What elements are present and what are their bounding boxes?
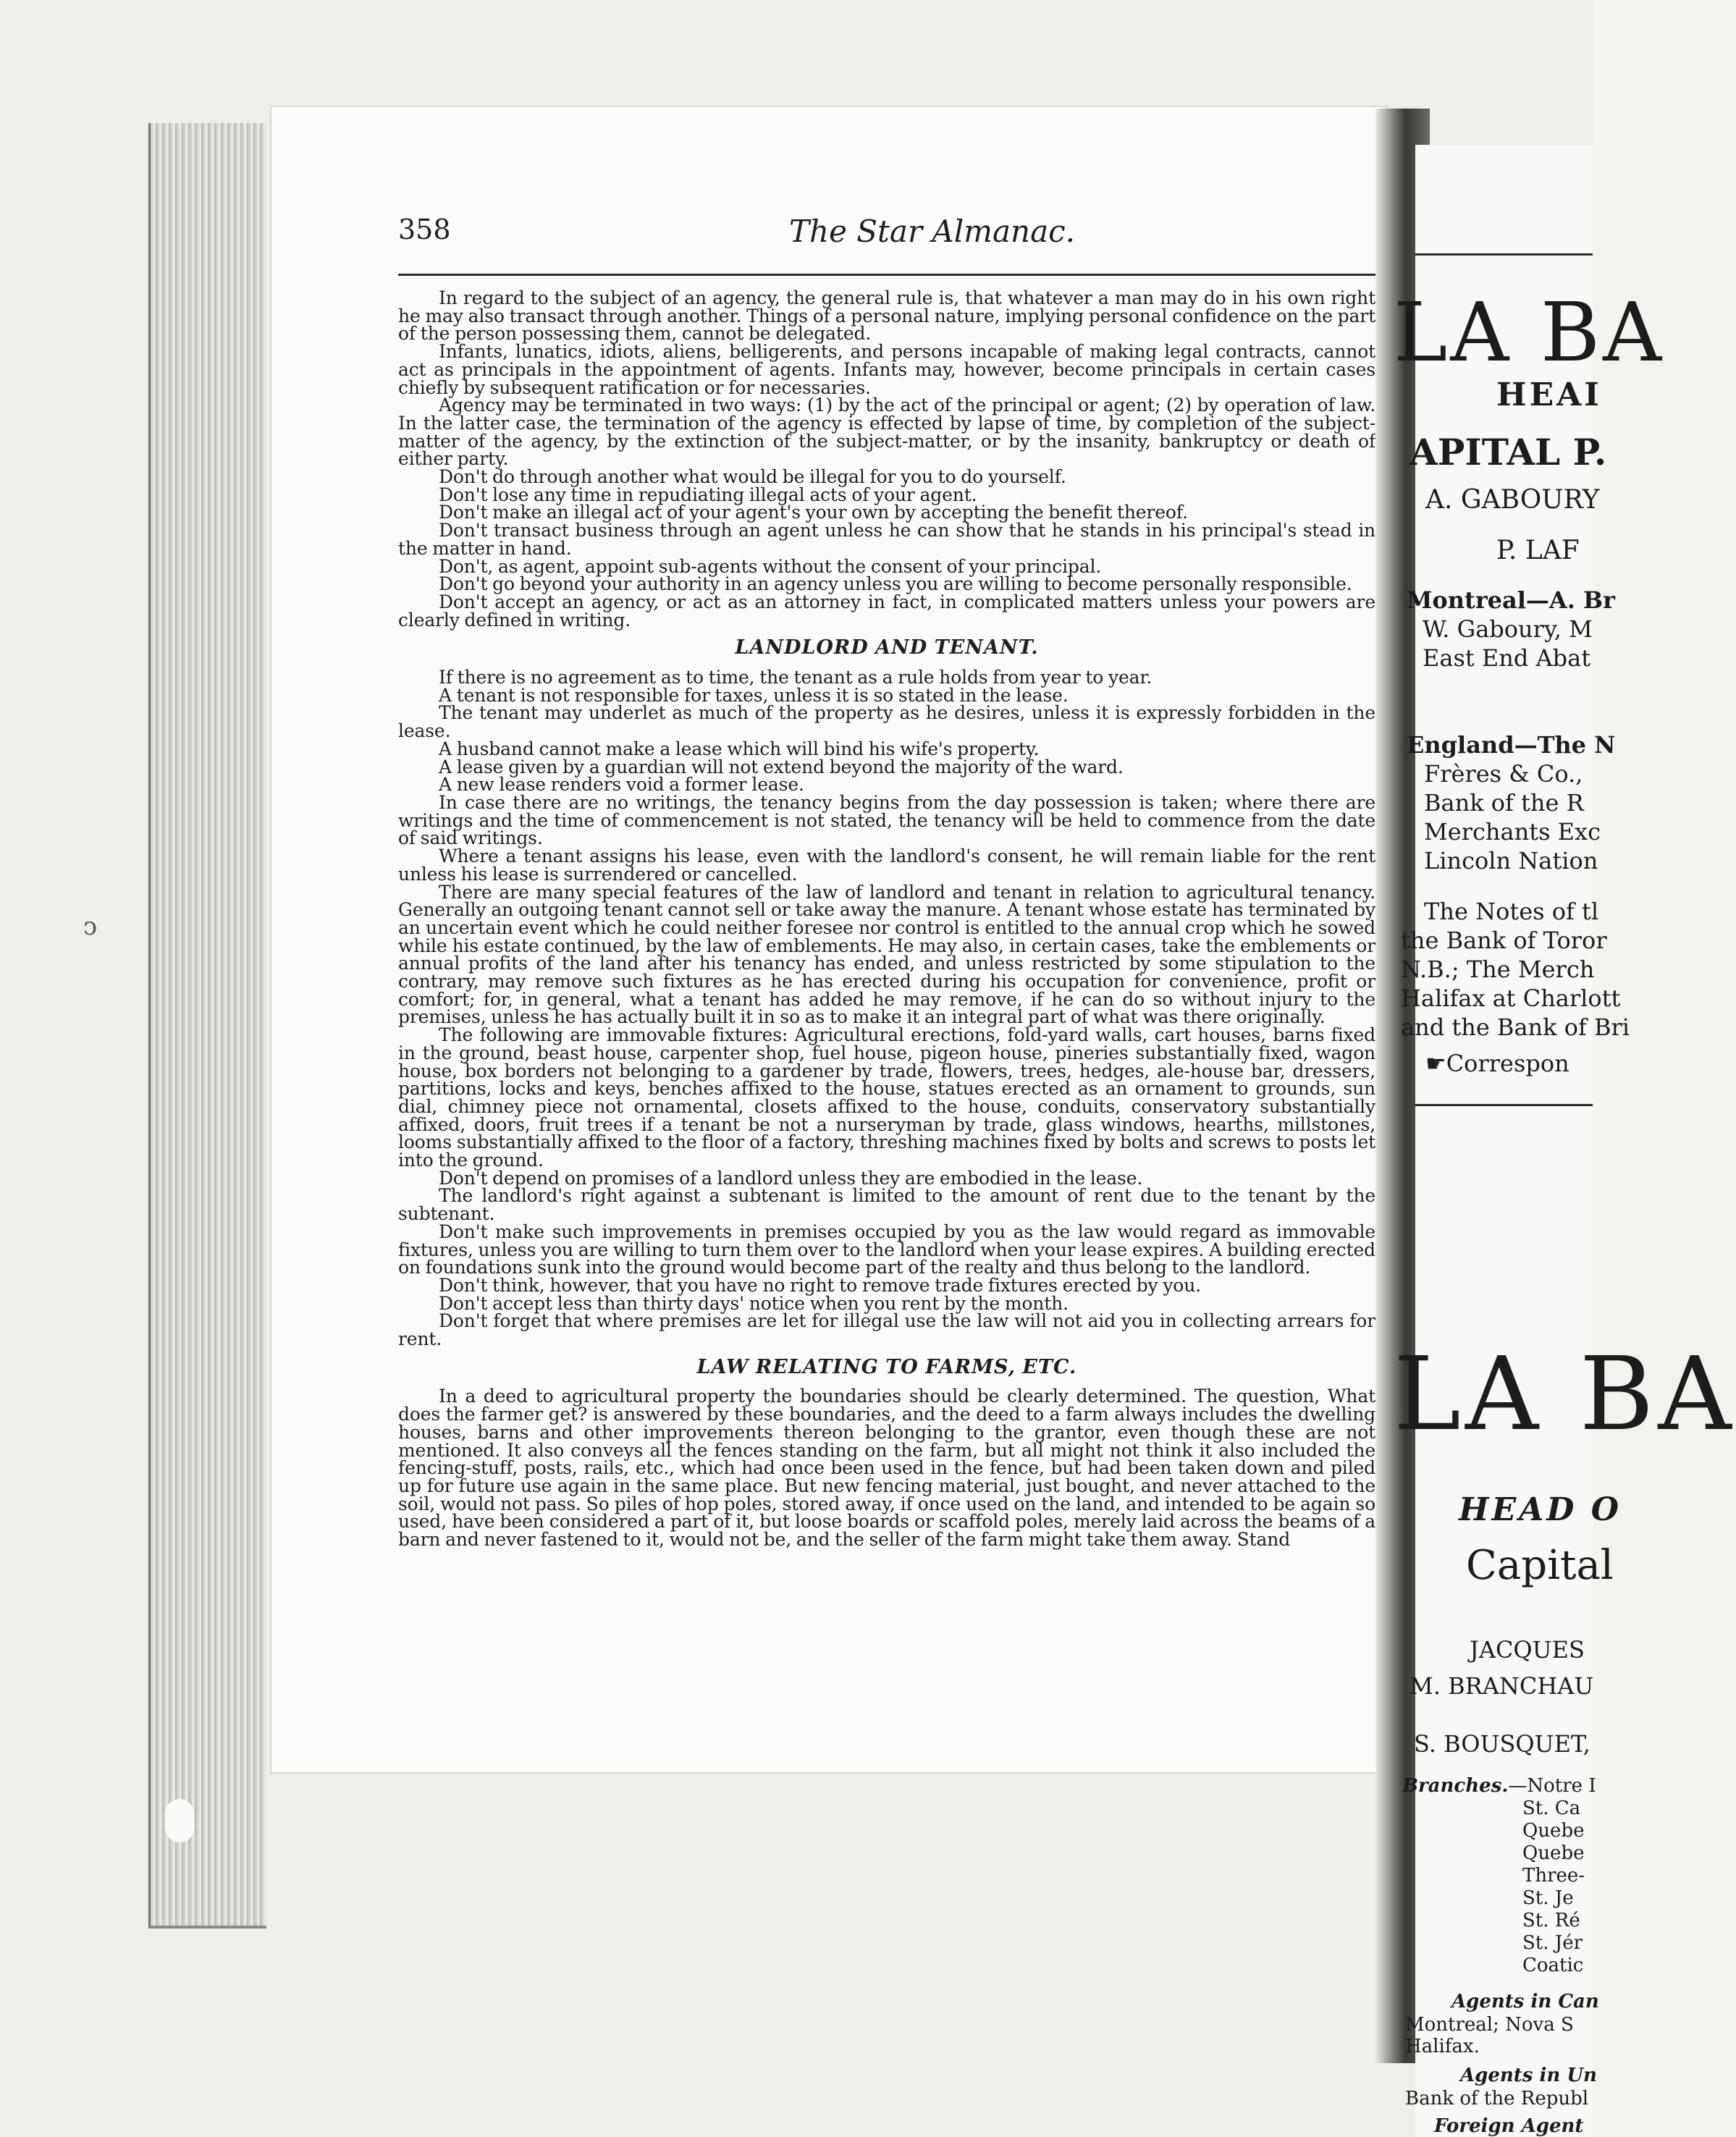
ad-branch: St. Ré xyxy=(1522,1910,1580,1931)
adjacent-page-advertisement xyxy=(1394,145,1736,2137)
ad-line: and the Bank of Bri xyxy=(1401,1013,1630,1041)
ad-line: Merchants Exc xyxy=(1424,818,1601,846)
paragraph: Agency may be terminated in two ways: (1) by the act of the principal or agent; (2) by operation of law. In the latter case, the termination of the agency is effected by lapse of time, by completion of the subject-matter of the agency, by the extinction of the subject-matter, or by the insanity, bankruptcy or death of either party. xyxy=(398,395,1375,470)
paragraph: Don't think, however, that you have no right to remove trade fixtures erected by you. xyxy=(439,1274,1201,1296)
paragraph: Don't depend on promises of a landlord unless they are embodied in the lease. xyxy=(439,1167,1143,1189)
paragraph: Don't lose any time in repudiating illegal acts of your agent. xyxy=(439,484,977,505)
paragraph: If there is no agreement as to time, the tenant as a rule holds from year to year. xyxy=(439,667,1153,688)
ad-line: East End Abat xyxy=(1423,644,1591,672)
running-title: The Star Almanac. xyxy=(789,214,1075,249)
ad-branch: Quebe xyxy=(1522,1842,1585,1864)
ad-name-line: A. GABOURY xyxy=(1425,485,1600,515)
ad-banner-1: LA BA xyxy=(1394,286,1665,380)
paragraph: The landlord's right against a subtenant is limited to the amount of rent due to the tenant by the subtenant. xyxy=(398,1185,1375,1225)
ad-branch: Quebe xyxy=(1522,1820,1585,1842)
ad-england: England—The N xyxy=(1407,731,1616,759)
paragraph: Don't do through another what would be illegal for you to do yourself. xyxy=(439,466,1066,488)
ad-line: Halifax at Charlott xyxy=(1401,985,1621,1012)
margin-ink-mark: ↄ xyxy=(83,912,98,941)
section-heading-landlord: LANDLORD AND TENANT. xyxy=(735,636,1039,659)
paragraph: In a deed to agricultural property the boundaries should be clearly determined. The question, What does the farmer get? is answered by these boundaries, and the deed to a farm always includes the dwelling houses, barns and other improvements thereon belonging to the grantor, even though these are not mentioned. It also conveys all the fences standing on the farm, but all might not think it also included the fencing-stuff, posts, rails, etc., which had once been used in the fence, but had been taken down and piled up for future use again in the same place. But new fencing material, just bought, and never attached to the soil, would not pass. So piles of hop poles, stored away, if once used on the land, and intended to be again so used, have been considered a part of it, but loose boards or scaffold poles, merely laid across the beams of a barn and never fastened to it, would not be, and the seller of the farm might take them away. Stand xyxy=(398,1386,1375,1551)
paragraph: A tenant is not responsible for taxes, unless it is so stated in the lease. xyxy=(439,684,1069,706)
pointing-hand-icon: ☛ xyxy=(1425,1050,1446,1077)
running-head xyxy=(398,214,1390,258)
ad-line: Bank of the R xyxy=(1424,789,1584,817)
ad-capital-2: Capital xyxy=(1466,1542,1614,1589)
header-rule xyxy=(398,274,1375,276)
ad-branch: Three- xyxy=(1522,1865,1585,1887)
ad-correspond: ☛Correspon xyxy=(1425,1050,1569,1077)
ad-branch: St. Ca xyxy=(1522,1797,1581,1819)
ad-branch: Coatic xyxy=(1522,1955,1584,1976)
ad-agents-canada: Agents in Can xyxy=(1451,1991,1599,2012)
ad-line: Bank of the Republ xyxy=(1405,2088,1589,2109)
book-page-edges xyxy=(148,123,266,1929)
paragraph: In case there are no writings, the tenancy begins from the day possession is taken; where there are writings and the time of commencement is not stated, the tenancy will be held to commence from the date of said writings. xyxy=(398,791,1375,849)
ad-banner-2: LA BA xyxy=(1394,1336,1736,1454)
paragraph: Don't make such improvements in premises occupied by you as the law would regard as immovable fixtures, unless you are willing to turn them over to the landlord when your lease expires. A building erected on foundations sunk into the ground would become part of the realty and thus belong to the landlord. xyxy=(398,1221,1375,1278)
paragraph: The tenant may underlet as much of the property as he desires, unless it is expressly forbidden in the lease. xyxy=(398,702,1375,742)
ad-montreal: Montreal—A. Br xyxy=(1407,586,1615,614)
ad-line: W. Gaboury, M xyxy=(1423,615,1593,643)
paragraph: A lease given by a guardian will not extend beyond the majority of the ward. xyxy=(439,756,1124,777)
paragraph: Don't transact business through an agent unless he can show that he stands in his principal's stead in the matter in hand. xyxy=(398,520,1375,559)
paragraph: There are many special features of the law of landlord and tenant in relation to agricultural tenancy. Generally an outgoing tenant cannot sell or take away the manure. A tenant whose estate has terminated by an uncertain event which he could neither foresee nor control is entitled to the annual crop which he sowed while his estate continued, by the law of emblements. He may also, in certain cases, take the emblements or annual profits of the land after his tenancy has ended, and unless restricted by some stipulation to the contrary, may remove such fixtures as he has erected during his occupation for convenience, profit or comfort; for, in general, what a tenant has added he may remove, if he can do so without injury to the premises, unless he has actually built it in so as to make it an integral part of what was there originally. xyxy=(398,881,1375,1028)
paragraph: Where a tenant assigns his lease, even with the landlord's consent, he will remain liable for the rent unless his lease is surrendered or cancelled. xyxy=(398,846,1375,885)
ad-name-line: JACQUES xyxy=(1470,1636,1585,1664)
ad-line: the Bank of Toror xyxy=(1401,927,1607,954)
page-body xyxy=(398,287,1375,1551)
ad-head-office-1: HEAI xyxy=(1496,376,1602,413)
ad-capital-1: APITAL P. xyxy=(1410,431,1607,473)
ad-head-office-2: HEAD O xyxy=(1459,1491,1622,1528)
paragraph: A new lease renders void a former lease. xyxy=(439,774,804,796)
paragraph: Infants, lunatics, idiots, aliens, belligerents, and persons incapable of making legal contracts, cannot act as principals in the appointment of agents. Infants may, however, become principals in certain cases chiefly by subsequent ratification or for necessaries. xyxy=(398,341,1375,398)
ad-line: The Notes of tl xyxy=(1424,898,1599,925)
paragraph: A husband cannot make a lease which will bind his wife's property. xyxy=(439,738,1040,759)
paragraph: Don't accept less than thirty days' notice when you rent by the month. xyxy=(439,1292,1069,1314)
ad-name-line: M. BRANCHAU xyxy=(1410,1672,1594,1700)
ad-line: N.B.; The Merch xyxy=(1401,956,1595,983)
ad-line: Montreal; Nova S xyxy=(1405,2014,1574,2036)
ad-name-line: P. LAF xyxy=(1496,536,1580,565)
paragraph: The following are immovable fixtures: Agricultural erections, fold-yard walls, cart houses, barns fixed in the ground, beast house, carpenter shop, fuel house, pigeon house, pineries substantially fixed, wagon house, box borders not belonging to a gardener by trade, flowers, trees, hedges, ale-house bar, dressers, partitions, locks and keys, benches affixed to the house, statues erected as an ornament to grounds, sun dial, chimney piece not ornamental, closets affixed to the house, conduits, conservatory substantially affixed, doors, fruit trees if a tenant be not a nurseryman by trade, glass windows, hearths, millstones, looms substantially affixed to the floor of a factory, threshing machines fixed by bolts and screws to posts let into the ground. xyxy=(398,1024,1375,1171)
paragraph: Don't, as agent, appoint sub-agents without the consent of your principal. xyxy=(439,555,1102,577)
ad-line: Frères & Co., xyxy=(1424,760,1583,788)
ad-bousquet: S. BOUSQUET, xyxy=(1414,1730,1590,1758)
ad-branch: St. Je xyxy=(1522,1887,1574,1909)
ad-agents-us: Agents in Un xyxy=(1460,2065,1597,2086)
paragraph: Don't make an illegal act of your agent's your own by accepting the benefit thereof. xyxy=(439,502,1188,523)
ad-foreign-agents: Foreign Agent xyxy=(1434,2115,1584,2137)
ad-branch: St. Jér xyxy=(1522,1932,1583,1954)
ad-mid-rule xyxy=(1415,1104,1593,1106)
page-number: 358 xyxy=(398,214,451,245)
ad-branches: Branches.—Notre I xyxy=(1402,1775,1596,1797)
section-heading-farms: LAW RELATING TO FARMS, ETC. xyxy=(696,1355,1077,1378)
ad-line: Halifax. xyxy=(1405,2036,1480,2057)
paragraph: In regard to the subject of an agency, the general rule is, that whatever a man may do in his own right he may also transact through another. Things of a personal nature, implying personal confidence on the part of the person possessing them, cannot be delegated. xyxy=(398,287,1375,345)
ad-line: Lincoln Nation xyxy=(1424,847,1598,874)
paragraph: Don't accept an agency, or act as an attorney in fact, in complicated matters unless your powers are clearly defined in writing. xyxy=(398,591,1375,631)
paragraph: Don't go beyond your authority in an agency unless you are willing to become personally responsible. xyxy=(439,573,1352,595)
paragraph: Don't forget that where premises are let for illegal use the law will not aid you in collecting arrears for rent. xyxy=(398,1310,1375,1350)
ad-top-rule xyxy=(1415,253,1593,256)
